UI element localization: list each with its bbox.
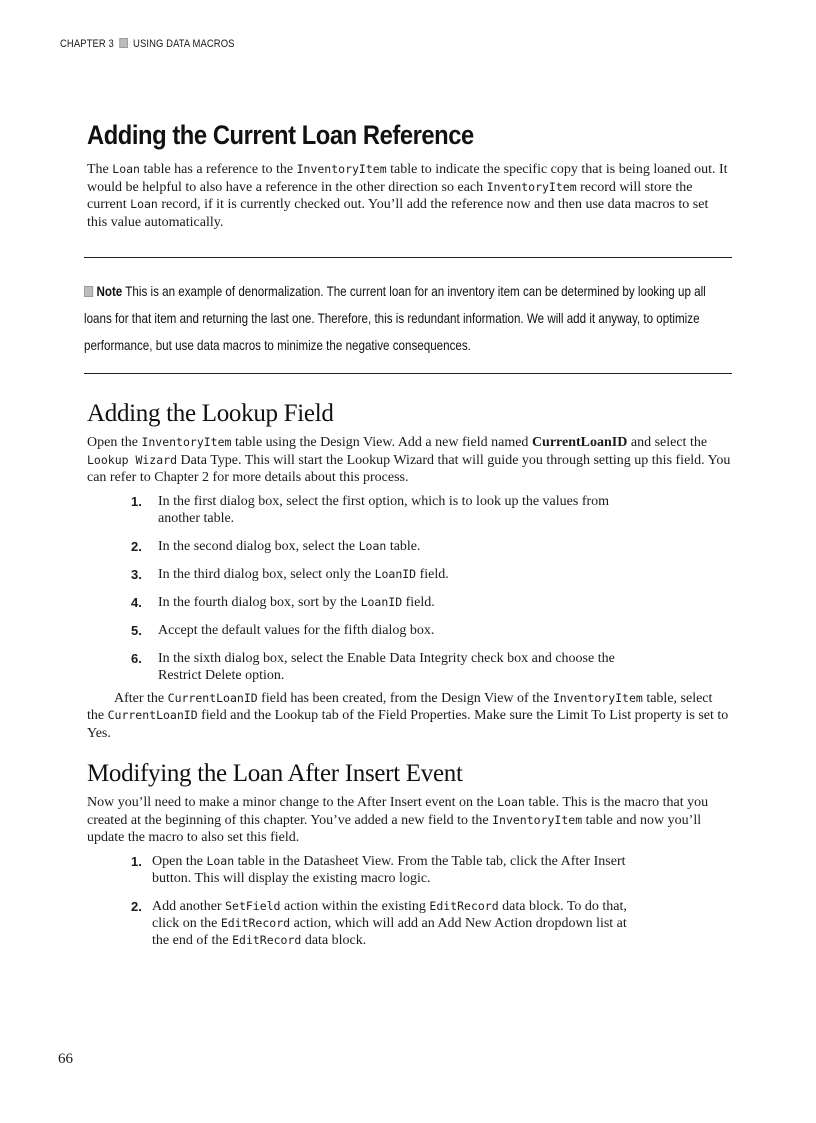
section-title-lookup-field: Adding the Lookup Field — [87, 400, 334, 427]
header-separator-icon — [119, 38, 128, 48]
section1-paragraph: The Loan table has a reference to the InventoryItem table to indicate the specific copy that is being loaned out. It would be helpful to also have a reference in the other direction so each InventoryItem record will store the current Loan record, if it is currently checked out. You’ll add the reference now and then use data macros to set this value automatically. — [87, 162, 728, 230]
lookup-steps-list — [87, 493, 732, 684]
list-item: 5. Accept the default values for the fifth dialog box. — [131, 622, 435, 638]
list-item: 1. In the first dialog box, select the first option, which is to look up the values from another table. — [131, 493, 610, 526]
note-icon — [84, 286, 93, 297]
page-number: 66 — [58, 1051, 73, 1067]
section-title-current-loan: Adding the Current Loan Reference — [87, 120, 474, 150]
note-box — [84, 257, 732, 374]
list-item: 4. In the fourth dialog box, sort by the LoanID field. — [131, 594, 435, 610]
header-title: USING DATA MACROS — [133, 38, 235, 50]
page-content — [84, 120, 732, 960]
section3-paragraph: Now you’ll need to make a minor change to the After Insert event on the Loan table. This is the macro that you created at the beginning of this chapter. You’ve added a new field to the InventoryItem table and now you’ll update the macro to also set this field. — [87, 795, 709, 845]
header-chapter: CHAPTER 3 — [60, 38, 114, 50]
list-item: 1. Open the Loan table in the Datasheet View. From the Table tab, click the After Insert button. This will display the existing macro logic. — [131, 853, 626, 886]
note-label: Note — [96, 283, 123, 299]
list-item: 6. In the sixth dialog box, select the Enable Data Integrity check box and choose the Restrict Delete option. — [131, 650, 615, 683]
note-text: This is an example of denormalization. The current loan for an inventory item can be determined by looking up all loans for that item and returning the last one. Therefore, this is redundant information. We will add it anyway, to optimize performance, but use data macros to minimize the negative consequences. — [84, 283, 706, 353]
after-insert-steps-list — [87, 853, 732, 949]
section-title-modify-after-insert: Modifying the Loan After Insert Event — [87, 760, 463, 787]
running-header — [60, 38, 235, 50]
list-item: 2. Add another SetField action within the existing EditRecord data block. To do that, click on the EditRecord action, which will add an Add New Action dropdown list at the end of the EditRecord data block. — [131, 898, 627, 948]
section2-paragraph: Open the InventoryItem table using the Design View. Add a new field named CurrentLoanID and select the Lookup Wizard Data Type. This will start the Lookup Wizard that will guide you through setting up this field. You can refer to Chapter 2 for more details about this process. — [87, 435, 731, 485]
section2-paragraph-after: After the CurrentLoanID field has been created, from the Design View of the InventoryItem table, select the CurrentLoanID field and the Lookup tab of the Field Properties. Make sure the Limit To List property is set to Yes. — [87, 690, 729, 741]
list-item: 3. In the third dialog box, select only the LoanID field. — [131, 566, 449, 582]
list-item: 2. In the second dialog box, select the Loan table. — [131, 538, 421, 554]
